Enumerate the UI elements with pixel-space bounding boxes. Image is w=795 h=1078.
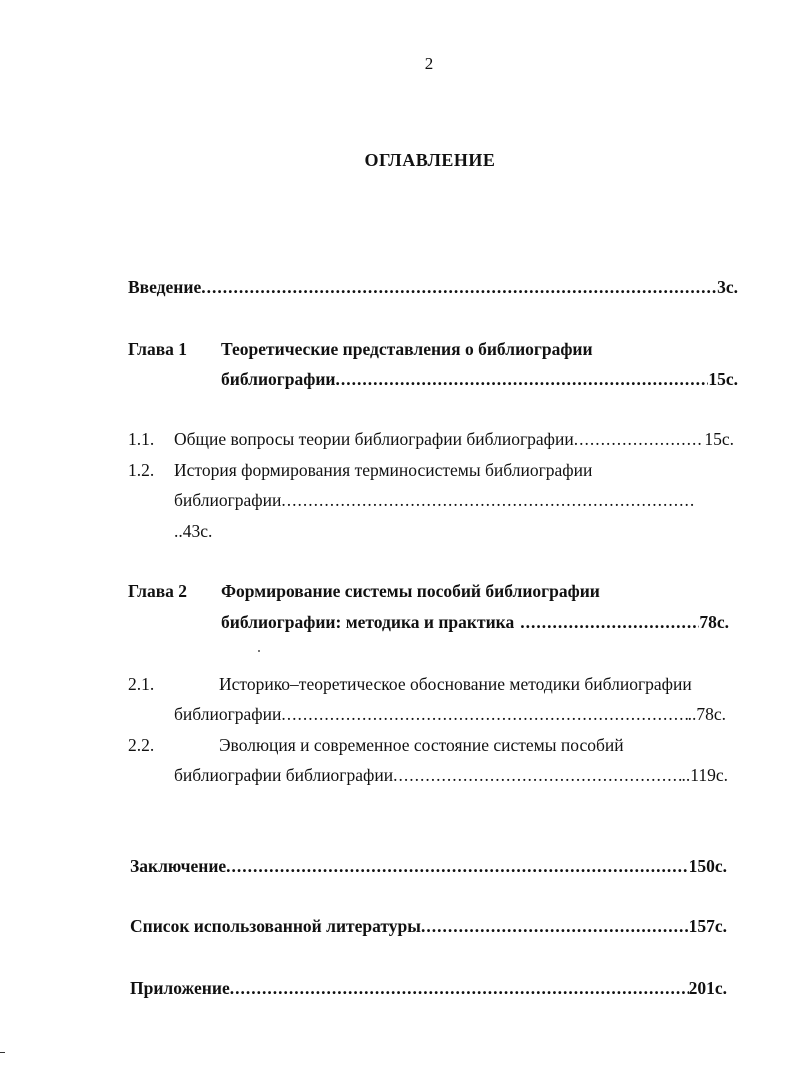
toc-page: ..119с.	[681, 765, 728, 785]
leader-dots	[281, 489, 696, 511]
toc-page: ..78с.	[687, 704, 726, 724]
section-1-1-number: 1.1.	[128, 429, 155, 449]
section-1-2-number: 1.2.	[128, 460, 155, 480]
chapter-2-label: Глава 2	[128, 581, 188, 601]
section-2-2-entry[interactable]	[174, 764, 728, 786]
toc-label: Заключение	[130, 856, 227, 876]
chapter-1-label: Глава 1	[128, 339, 188, 359]
toc-label: библиографии	[174, 490, 282, 510]
toc-page: 15с.	[708, 369, 738, 389]
leader-dots	[421, 915, 689, 937]
section-1-2-page: ..43с.	[174, 521, 213, 541]
toc-entry-intro[interactable]	[128, 276, 738, 298]
leader-dots	[226, 855, 688, 877]
section-2-2-title-line1[interactable]: Эволюция и современное состояние системы пособий	[219, 735, 624, 755]
margin-mark	[0, 1052, 5, 1053]
chapter-2-entry[interactable]	[221, 611, 729, 633]
toc-page: 201с.	[688, 978, 727, 998]
chapter-1-title-line1[interactable]: Теоретические представления о библиографии	[221, 339, 593, 359]
toc-page: 78с.	[699, 612, 729, 632]
leader-dots	[574, 428, 705, 450]
toc-label: библиографии	[174, 704, 282, 724]
toc-label: Приложение	[130, 978, 230, 998]
leader-dots	[201, 276, 717, 298]
toc-page: 3с.	[717, 277, 738, 297]
section-1-2-entry[interactable]	[174, 489, 696, 511]
chapter-1-entry[interactable]	[221, 368, 738, 390]
chapter-2-title-line1[interactable]: Формирование системы пособий библиографии	[221, 581, 600, 601]
leader-dots	[514, 611, 699, 633]
section-2-2-number: 2.2.	[128, 735, 155, 755]
toc-label: библиографии: методика и практика	[221, 612, 515, 632]
leader-dots	[230, 977, 689, 999]
toc-entry-conclusion[interactable]	[130, 855, 727, 877]
section-1-2-title-line1[interactable]: История формирования терминосистемы библиографии	[174, 460, 593, 480]
section-2-1-entry[interactable]	[174, 703, 726, 725]
toc-label: Список использованной литературы	[130, 916, 421, 936]
toc-label: Общие вопросы теории библиографии библиографии	[174, 429, 574, 449]
toc-page: 157с.	[688, 916, 727, 936]
toc-label: библиографии	[221, 369, 336, 389]
scan-speck	[258, 650, 260, 652]
section-1-1-entry[interactable]	[174, 428, 734, 450]
leader-dots	[336, 368, 709, 390]
section-2-1-title-line1[interactable]: Историко–теоретическое обоснование методики библиографии	[219, 674, 692, 694]
leader-dots	[281, 703, 687, 725]
toc-label: библиографии библиографии	[174, 765, 394, 785]
toc-page: 15с.	[704, 429, 734, 449]
page-number: 2	[424, 54, 434, 73]
leader-dots	[393, 764, 681, 786]
toc-entry-references[interactable]	[130, 915, 727, 937]
toc-page: 150с.	[688, 856, 727, 876]
section-2-1-number: 2.1.	[128, 674, 155, 694]
page-title: ОГЛАВЛЕНИЕ	[364, 150, 496, 170]
toc-label: Введение	[128, 277, 202, 297]
toc-entry-appendix[interactable]	[130, 977, 727, 999]
